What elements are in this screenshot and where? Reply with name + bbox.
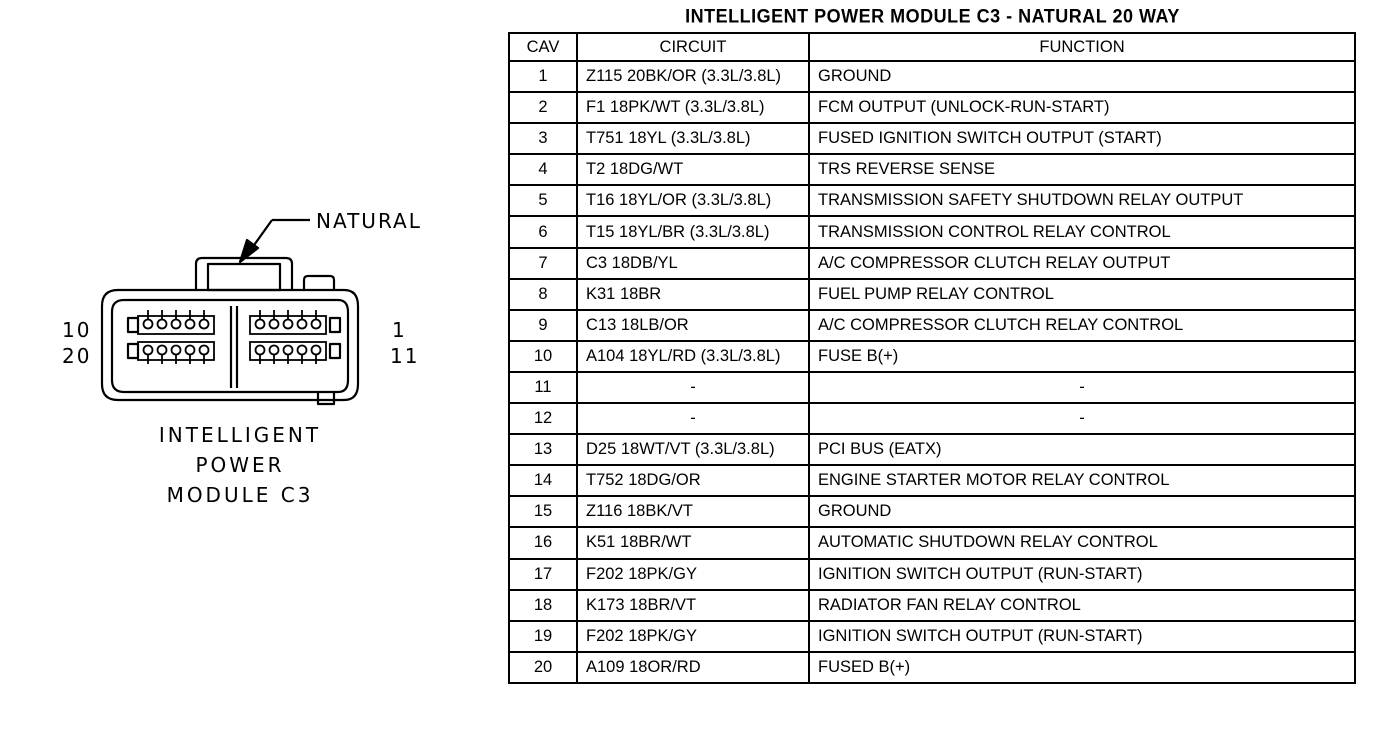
cavity-terminal [312, 320, 321, 329]
circuit-cell: K173 18BR/VT [577, 590, 809, 621]
table-row [509, 154, 1355, 185]
function-cell: RADIATOR FAN RELAY CONTROL [809, 590, 1355, 621]
circuit-cell: T2 18DG/WT [577, 154, 809, 185]
cav-cell: 14 [509, 465, 577, 496]
caption-line-2: POWER [195, 453, 285, 477]
function-cell: A/C COMPRESSOR CLUTCH RELAY OUTPUT [809, 248, 1355, 279]
caption-line-3: MODULE C3 [166, 483, 314, 507]
table-row [509, 496, 1355, 527]
cav-cell: 7 [509, 248, 577, 279]
cav-cell: 6 [509, 216, 577, 247]
cavity-terminal [312, 346, 321, 355]
cavity-terminal [298, 346, 307, 355]
table-header-row [509, 33, 1355, 61]
circuit-cell: K31 18BR [577, 279, 809, 310]
table-row [509, 372, 1355, 403]
table-row [509, 216, 1355, 247]
connector-figure [0, 0, 500, 736]
function-cell: - [809, 372, 1355, 403]
right-bottom-cavity-number: 11 [390, 344, 420, 368]
cav-cell: 1 [509, 61, 577, 92]
function-cell: GROUND [809, 496, 1355, 527]
table-title: INTELLIGENT POWER MODULE C3 - NATURAL 20 WAY [685, 4, 1180, 27]
function-cell: TRANSMISSION SAFETY SHUTDOWN RELAY OUTPUT [809, 185, 1355, 216]
table-row [509, 403, 1355, 434]
cavity-terminal [186, 320, 195, 329]
table-row [509, 185, 1355, 216]
function-cell: TRANSMISSION CONTROL RELAY CONTROL [809, 216, 1355, 247]
table-row [509, 279, 1355, 310]
cavity-terminal [186, 346, 195, 355]
function-cell: FUSED B(+) [809, 652, 1355, 683]
pinout-table [508, 32, 1356, 684]
table-row [509, 61, 1355, 92]
cavity-terminal [270, 320, 279, 329]
cav-cell: 4 [509, 154, 577, 185]
cav-cell: 10 [509, 341, 577, 372]
function-cell: IGNITION SWITCH OUTPUT (RUN-START) [809, 621, 1355, 652]
function-cell: IGNITION SWITCH OUTPUT (RUN-START) [809, 559, 1355, 590]
cav-cell: 18 [509, 590, 577, 621]
cav-cell: 15 [509, 496, 577, 527]
function-cell: AUTOMATIC SHUTDOWN RELAY CONTROL [809, 527, 1355, 558]
connector-drawing [0, 0, 500, 736]
function-cell: - [809, 403, 1355, 434]
cav-cell: 13 [509, 434, 577, 465]
cavity-terminal [144, 320, 153, 329]
circuit-cell: T15 18YL/BR (3.3L/3.8L) [577, 216, 809, 247]
cavity-terminal [172, 346, 181, 355]
right-top-cavity-number: 1 [392, 318, 407, 342]
circuit-cell: C13 18LB/OR [577, 310, 809, 341]
function-cell: FUSED IGNITION SWITCH OUTPUT (START) [809, 123, 1355, 154]
cav-cell: 17 [509, 559, 577, 590]
circuit-cell: Z115 20BK/OR (3.3L/3.8L) [577, 61, 809, 92]
header-function: FUNCTION [809, 33, 1355, 61]
circuit-cell: A104 18YL/RD (3.3L/3.8L) [577, 341, 809, 372]
cav-cell: 5 [509, 185, 577, 216]
circuit-cell: F1 18PK/WT (3.3L/3.8L) [577, 92, 809, 123]
cavity-terminal [284, 320, 293, 329]
cav-cell: 11 [509, 372, 577, 403]
table-row [509, 310, 1355, 341]
left-top-cavity-number: 10 [62, 318, 92, 342]
cav-cell: 12 [509, 403, 577, 434]
cav-cell: 20 [509, 652, 577, 683]
circuit-cell: F202 18PK/GY [577, 559, 809, 590]
cav-cell: 2 [509, 92, 577, 123]
table-row [509, 434, 1355, 465]
table-row [509, 621, 1355, 652]
cavity-terminal [284, 346, 293, 355]
circuit-cell: K51 18BR/WT [577, 527, 809, 558]
cavity-terminal [298, 320, 307, 329]
circuit-cell: C3 18DB/YL [577, 248, 809, 279]
cavity-terminal [270, 346, 279, 355]
circuit-cell: D25 18WT/VT (3.3L/3.8L) [577, 434, 809, 465]
cavity-terminal [256, 320, 265, 329]
circuit-cell: F202 18PK/GY [577, 621, 809, 652]
table-row [509, 123, 1355, 154]
table-row [509, 341, 1355, 372]
cavity-terminal [144, 346, 153, 355]
function-cell: PCI BUS (EATX) [809, 434, 1355, 465]
cavity-terminal [200, 346, 209, 355]
circuit-cell: T16 18YL/OR (3.3L/3.8L) [577, 185, 809, 216]
connector-caption [110, 420, 370, 510]
table-row [509, 652, 1355, 683]
cav-cell: 3 [509, 123, 577, 154]
function-cell: TRS REVERSE SENSE [809, 154, 1355, 185]
table-row [509, 590, 1355, 621]
cavity-terminal [256, 346, 265, 355]
function-cell: ENGINE STARTER MOTOR RELAY CONTROL [809, 465, 1355, 496]
function-cell: A/C COMPRESSOR CLUTCH RELAY CONTROL [809, 310, 1355, 341]
circuit-cell: A109 18OR/RD [577, 652, 809, 683]
left-bottom-cavity-number: 20 [62, 344, 92, 368]
header-circuit: CIRCUIT [577, 33, 809, 61]
cavity-terminal [158, 320, 167, 329]
header-cav: CAV [509, 33, 577, 61]
function-cell: FUEL PUMP RELAY CONTROL [809, 279, 1355, 310]
cav-cell: 9 [509, 310, 577, 341]
table-row [509, 465, 1355, 496]
circuit-cell: Z116 18BK/VT [577, 496, 809, 527]
table-row [509, 248, 1355, 279]
circuit-cell: T751 18YL (3.3L/3.8L) [577, 123, 809, 154]
cav-cell: 16 [509, 527, 577, 558]
cavity-terminal [200, 320, 209, 329]
caption-line-1: INTELLIGENT [158, 423, 322, 447]
cav-cell: 19 [509, 621, 577, 652]
cavity-terminal [172, 320, 181, 329]
function-cell: FUSE B(+) [809, 341, 1355, 372]
circuit-cell: - [577, 372, 809, 403]
circuit-cell: T752 18DG/OR [577, 465, 809, 496]
circuit-cell: - [577, 403, 809, 434]
table-row [509, 527, 1355, 558]
table-row [509, 559, 1355, 590]
function-cell: GROUND [809, 61, 1355, 92]
cavity-terminal [158, 346, 167, 355]
table-row [509, 92, 1355, 123]
function-cell: FCM OUTPUT (UNLOCK-RUN-START) [809, 92, 1355, 123]
cav-cell: 8 [509, 279, 577, 310]
natural-pointer-label: NATURAL [316, 209, 422, 233]
